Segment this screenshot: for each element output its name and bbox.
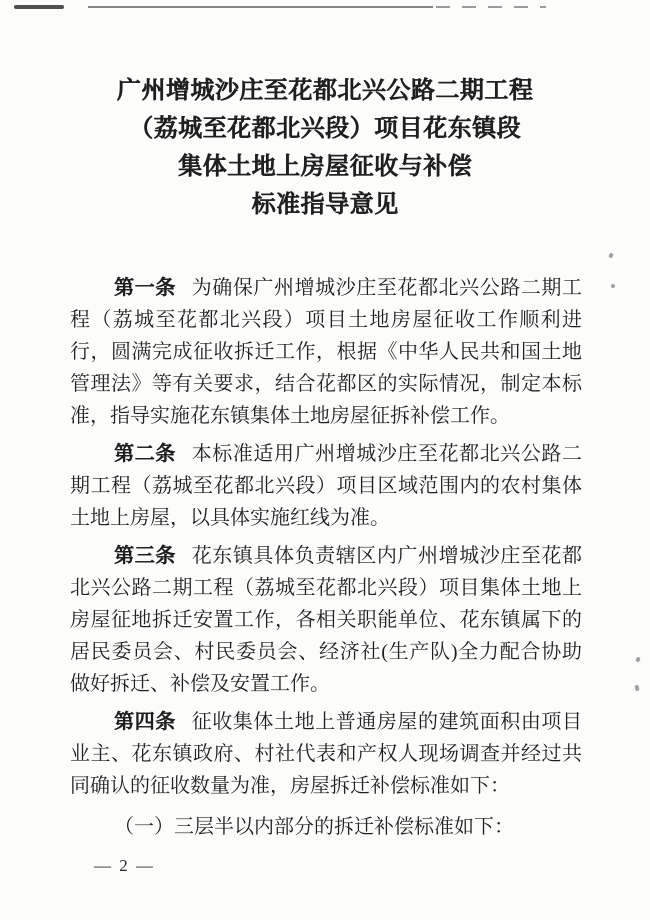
sub-item-1: （一）三层半以内部分的拆迁补偿标准如下：: [114, 816, 514, 838]
document-title: [0, 72, 650, 224]
title-line-1: 广州增城沙庄至花都北兴公路二期工程: [116, 78, 534, 104]
title-line-2: （荔城至花都北兴段）项目花东镇段: [129, 116, 521, 142]
article-2-text: 本标准适用广州增城沙庄至花都北兴公路二期工程（荔城至花都北兴段）项目区域范围内的农村集体土地上房屋，以具体实施红线为准。: [70, 443, 583, 529]
scan-speck: [634, 685, 639, 692]
paragraph-article-1: [70, 272, 582, 432]
scan-artifact-top-dashes: [436, 6, 546, 8]
scan-artifact-top-left: [14, 5, 64, 9]
article-1-text: 为确保广州增城沙庄至花都北兴公路二期工程（荔城至花都北兴段）项目土地房屋征收工作顺利进行，圆满完成征收拆迁工作，根据《中华人民共和国土地管理法》等有关要求，结合花都区的实际情况，制定本标准，指导实施花东镇集体土地房屋征拆补偿工作。: [70, 277, 583, 427]
article-1-label: 第一条: [114, 277, 176, 299]
title-line-3: 集体土地上房屋征收与补偿: [178, 154, 472, 180]
article-4-text: 征收集体土地上普通房屋的建筑面积由项目业主、花东镇政府、村社代表和产权人现场调查并经过共同确认的征收数量为准，房屋拆迁补偿标准如下：: [70, 711, 583, 797]
scan-artifact-top-line: [88, 6, 433, 8]
article-2-label: 第二条: [114, 443, 176, 465]
scan-speck: [635, 656, 641, 662]
page-number: — 2 —: [94, 856, 155, 875]
document-body: [70, 272, 582, 849]
article-4-label: 第四条: [114, 711, 176, 733]
paragraph-article-2: [70, 438, 582, 534]
article-3-text: 花东镇具体负责辖区内广州增城沙庄至花都北兴公路二期工程（荔城至花都北兴段）项目集体土地上房屋征地拆迁安置工作，各相关职能单位、花东镇属下的居民委员会、村民委员会、经济社(生产队)全力配合协助做好拆迁、补偿及安置工作。: [70, 545, 583, 695]
title-line-4: 标准指导意见: [251, 192, 399, 218]
article-3-label: 第三条: [114, 545, 176, 567]
scan-speck: [610, 283, 615, 288]
scan-speck: [608, 252, 614, 258]
paragraph-article-4: [70, 706, 582, 802]
paragraph-article-3: [70, 540, 582, 700]
